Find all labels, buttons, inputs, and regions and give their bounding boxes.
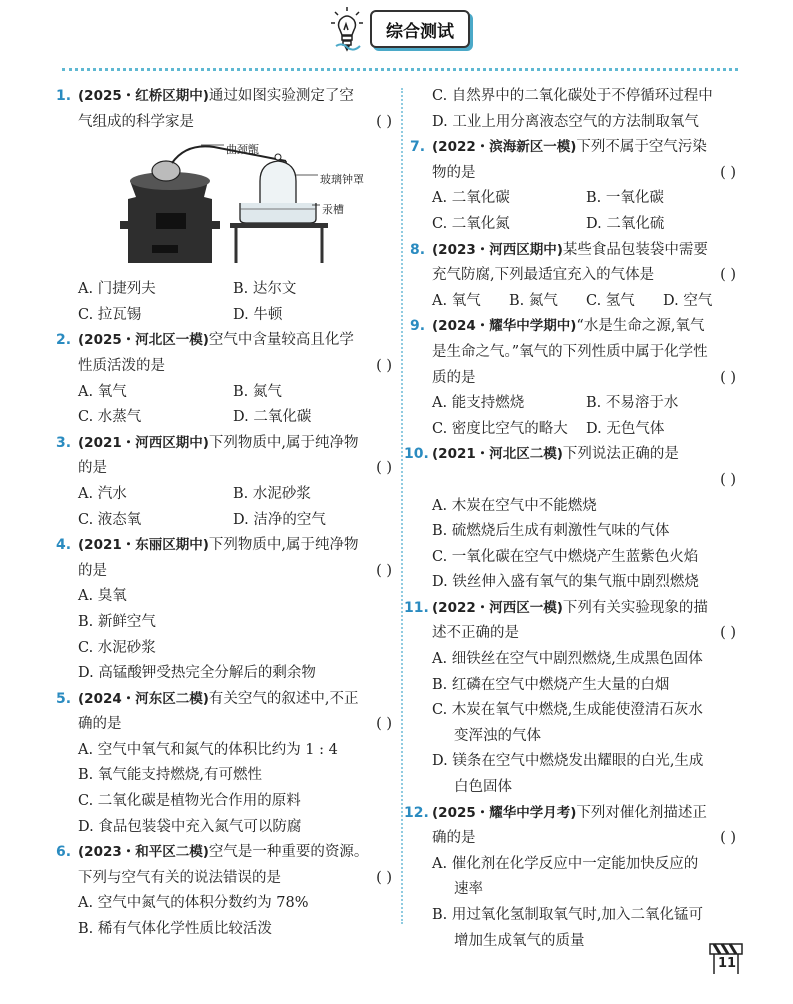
- options-row: [56, 508, 396, 534]
- right-column: [404, 84, 740, 954]
- question-text: 气组成的科学家是: [78, 113, 194, 130]
- question-text: 某些食品包装袋中需要: [562, 241, 708, 258]
- question-source: (2024・耀华中学期中): [432, 318, 577, 335]
- option-c[interactable]: C. 水蒸气: [78, 409, 142, 426]
- question-10: [404, 442, 740, 493]
- question-number: 3.: [56, 434, 72, 451]
- question-number: 12.: [404, 804, 429, 821]
- answer-blank: ( ): [720, 471, 736, 488]
- options-row: [410, 289, 740, 315]
- label-retort: 曲颈甑: [226, 143, 259, 157]
- option-b[interactable]: B. 氮气: [509, 292, 558, 309]
- option-d[interactable]: D. 铁丝伸入盛有氧气的集气瓶中剧烈燃烧: [432, 574, 699, 591]
- answer-blank: ( ): [376, 869, 392, 886]
- question-source: (2022・滨海新区一模): [432, 139, 577, 156]
- options-row: [56, 380, 396, 406]
- question-9: [410, 314, 740, 391]
- question-text: 的是: [78, 562, 107, 579]
- option-d[interactable]: D. 空气: [663, 292, 713, 309]
- option-a[interactable]: A. 空气中氧气和氮气的体积比约为 1 : 4: [78, 741, 338, 758]
- option-c[interactable]: C. 拉瓦锡: [78, 306, 142, 323]
- options-row: [410, 417, 740, 443]
- question-text: 确的是: [78, 716, 122, 733]
- option-c-continued: 变浑浊的气体: [454, 727, 541, 744]
- option-a[interactable]: A. 氧气: [432, 292, 481, 309]
- question-text: “水是生命之源,氧气: [576, 318, 705, 335]
- question-2: [56, 328, 396, 379]
- question-text: 下列与空气有关的说法错误的是: [78, 869, 281, 886]
- answer-blank: ( ): [720, 164, 736, 181]
- question-number: 2.: [56, 332, 72, 349]
- question-source: (2021・河西区期中): [78, 434, 209, 451]
- option-d-continued: 白色固体: [454, 779, 512, 796]
- answer-blank: ( ): [376, 357, 392, 374]
- question-text: 性质活泼的是: [78, 357, 165, 374]
- question-text: 质的是: [432, 369, 476, 386]
- question-11: [404, 596, 740, 647]
- question-4: [56, 533, 396, 584]
- option-a[interactable]: A. 能支持燃烧: [432, 395, 525, 412]
- option-b-continued: 增加生成氧气的质量: [454, 932, 585, 949]
- question-text: 下列对催化剂描述正: [576, 804, 707, 821]
- option-d[interactable]: D. 牛顿: [233, 306, 283, 323]
- question-number: 7.: [410, 139, 426, 156]
- option-d[interactable]: D. 镁条在空气中燃烧发出耀眼的白光,生成: [432, 753, 704, 770]
- answer-blank: ( ): [376, 716, 392, 733]
- label-mercury-trough: 汞槽: [322, 203, 344, 217]
- option-b[interactable]: B. 新鲜空气: [78, 613, 156, 630]
- option-b[interactable]: B. 氮气: [233, 383, 282, 400]
- option-a[interactable]: A. 汽水: [78, 485, 127, 502]
- question-text: 下列物质中,属于纯净物: [208, 434, 359, 451]
- option-c[interactable]: C. 液态氧: [78, 511, 142, 528]
- question-source: (2024・河东区二模): [78, 690, 209, 707]
- question-text: 是生命之气。”氧气的下列性质中属于化学性: [432, 343, 708, 360]
- lightbulb-icon: [330, 6, 364, 52]
- question-8: [410, 238, 740, 289]
- question-text: 空气中含量较高且化学: [208, 332, 354, 349]
- question-7: [410, 135, 740, 186]
- options-row: [410, 391, 740, 417]
- question-text: 述不正确的是: [432, 625, 519, 642]
- options-row: [56, 482, 396, 508]
- option-a[interactable]: A. 二氧化碳: [432, 190, 510, 207]
- question-text: 下列说法正确的是: [562, 446, 679, 463]
- left-column: [56, 84, 396, 943]
- option-d[interactable]: D. 二氧化碳: [233, 409, 312, 426]
- question-number: 5.: [56, 690, 72, 707]
- option-d[interactable]: D. 二氧化硫: [586, 215, 665, 232]
- option-a[interactable]: A. 臭氧: [78, 588, 127, 605]
- question-source: (2023・河西区期中): [432, 241, 563, 258]
- question-number: 8.: [410, 241, 426, 258]
- question-text: 物的是: [432, 164, 476, 181]
- page-number: 11: [717, 956, 737, 971]
- question-text: 下列不属于空气污染: [576, 139, 707, 156]
- option-c[interactable]: C. 二氧化氮: [432, 215, 510, 232]
- option-a[interactable]: A. 催化剂在化学反应中一定能加快反应的: [432, 855, 699, 872]
- option-c[interactable]: C. 一氧化碳在空气中燃烧产生蓝紫色火焰: [432, 548, 699, 565]
- option-c[interactable]: C. 二氧化碳是植物光合作用的原料: [78, 793, 301, 810]
- page-header: [0, 0, 793, 60]
- option-a[interactable]: A. 门捷列夫: [78, 281, 156, 298]
- options-row: [56, 405, 396, 431]
- question-1: [56, 84, 396, 135]
- option-b[interactable]: B. 水泥砂浆: [233, 485, 311, 502]
- option-a[interactable]: A. 细铁丝在空气中剧烈燃烧,生成黑色固体: [432, 651, 703, 668]
- question-text: 充气防腐,下列最适宜充入的气体是: [432, 267, 655, 284]
- option-b[interactable]: B. 达尔文: [233, 281, 297, 298]
- answer-blank: ( ): [720, 369, 736, 386]
- option-a-continued: 速率: [454, 881, 483, 898]
- question-number: 10.: [404, 446, 429, 463]
- option-b[interactable]: B. 氧气能支持燃烧,有可燃性: [78, 767, 262, 784]
- option-a[interactable]: A. 空气中氮气的体积分数约为 78%: [78, 895, 309, 912]
- question-text: 确的是: [432, 830, 476, 847]
- option-c[interactable]: C. 密度比空气的略大: [432, 420, 568, 437]
- options-row: [410, 186, 740, 212]
- option-b[interactable]: B. 红磷在空气中燃烧产生大量的白烟: [432, 676, 670, 693]
- question-6: [56, 840, 396, 891]
- column-divider: [401, 88, 403, 924]
- question-12: [404, 801, 740, 852]
- option-c[interactable]: C. 水泥砂浆: [78, 639, 156, 656]
- page-title: 综合测试: [370, 10, 470, 48]
- answer-blank: ( ): [376, 460, 392, 477]
- question-text: 的是: [78, 460, 107, 477]
- header-divider: [62, 68, 738, 71]
- answer-blank: ( ): [720, 830, 736, 847]
- question-number: 4.: [56, 537, 72, 554]
- option-b[interactable]: B. 用过氧化氢制取氧气时,加入二氧化锰可: [432, 907, 703, 923]
- option-a[interactable]: A. 木炭在空气中不能燃烧: [432, 497, 597, 514]
- question-3: [56, 431, 396, 482]
- options-row: [56, 303, 396, 329]
- option-c[interactable]: C. 木炭在氧气中燃烧,生成能使澄清石灰水: [432, 702, 703, 719]
- answer-blank: ( ): [376, 562, 392, 579]
- option-d[interactable]: D. 无色气体: [586, 420, 665, 437]
- question-number: 1.: [56, 88, 72, 104]
- option-d[interactable]: D. 工业上用分离液态空气的方法制取氧气: [432, 113, 699, 130]
- question-source: (2025・河北区一模): [78, 332, 209, 349]
- options-row: [56, 277, 396, 303]
- label-bell-jar: 玻璃钟罩: [320, 173, 364, 187]
- option-c[interactable]: C. 自然界中的二氧化碳处于不停循环过程中: [432, 88, 713, 104]
- question-number: 6.: [56, 844, 72, 861]
- question-source: (2023・和平区二模): [78, 844, 209, 861]
- question-text: 通过如图实验测定了空: [208, 88, 354, 104]
- option-a[interactable]: A. 氧气: [78, 383, 127, 400]
- question-text: 有关空气的叙述中,不正: [208, 690, 359, 707]
- question-source: (2025・红桥区期中): [78, 88, 209, 104]
- question-5: [56, 687, 396, 738]
- option-c[interactable]: C. 氢气: [586, 292, 635, 309]
- question-text: 空气是一种重要的资源。: [208, 844, 369, 861]
- question-text: 下列物质中,属于纯净物: [208, 537, 359, 554]
- question-source: (2021・河北区二模): [432, 446, 563, 463]
- question-number: 9.: [410, 318, 426, 335]
- option-b[interactable]: B. 不易溶于水: [586, 395, 679, 412]
- answer-blank: ( ): [720, 625, 736, 642]
- options-row: [410, 212, 740, 238]
- answer-blank: ( ): [376, 113, 392, 130]
- question-text: 下列有关实验现象的描: [562, 599, 708, 616]
- option-d[interactable]: D. 食品包装袋中充入氮气可以防腐: [78, 818, 302, 835]
- answer-blank: ( ): [720, 267, 736, 284]
- question-number: 11.: [404, 599, 429, 616]
- lavoisier-experiment-figure: [56, 137, 396, 273]
- question-source: (2025・耀华中学月考): [432, 804, 577, 821]
- option-b[interactable]: B. 稀有气体化学性质比较活泼: [78, 921, 272, 938]
- option-b[interactable]: B. 硫燃烧后生成有刺激性气味的气体: [432, 523, 670, 540]
- option-d[interactable]: D. 高锰酸钾受热完全分解后的剩余物: [78, 665, 316, 682]
- question-source: (2022・河西区一模): [432, 599, 563, 616]
- option-b[interactable]: B. 一氧化碳: [586, 190, 664, 207]
- question-source: (2021・东丽区期中): [78, 537, 209, 554]
- option-d[interactable]: D. 洁净的空气: [233, 511, 326, 528]
